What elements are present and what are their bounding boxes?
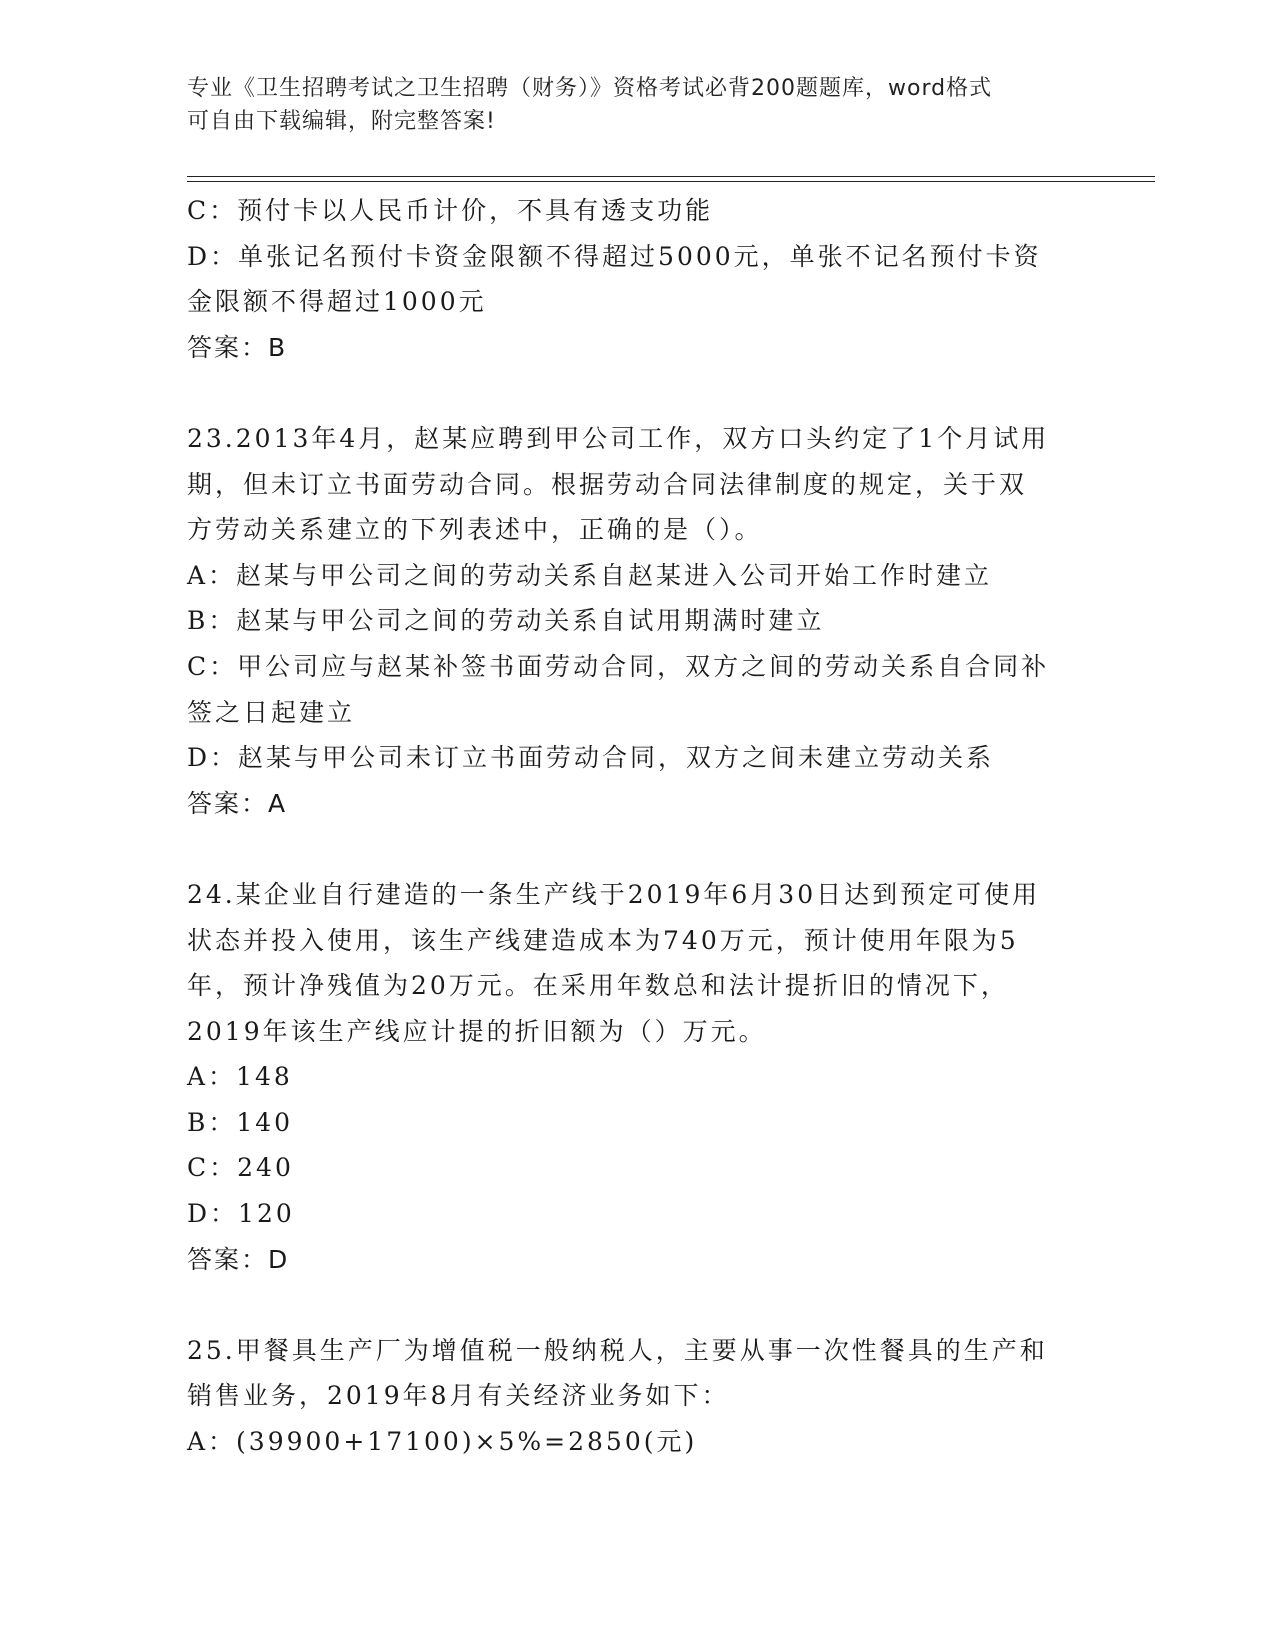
header-line-2: 可自由下载编辑，附完整答案! [187, 109, 496, 134]
question-stem-continued: 期，但未订立书面劳动合同。根据劳动合同法律制度的规定，关于双 [187, 469, 1028, 499]
answer-line: 答案：A [187, 788, 288, 818]
option-c: C：甲公司应与赵某补签书面劳动合同，双方之间的劳动关系自合同补 [187, 651, 1050, 681]
question-stem-continued: 销售业务，2019年8月有关经济业务如下： [187, 1381, 730, 1411]
option-c: C：预付卡以人民币计价，不具有透支功能 [187, 196, 714, 225]
question-stem: 25.甲餐具生产厂为增值税一般纳税人，主要从事一次性餐具的生产和 [187, 1335, 1048, 1365]
header-line-1: 专业《卫生招聘考试之卫生招聘（财务）》资格考试必背200题题库，word格式 [187, 76, 993, 101]
option-a: A：赵某与甲公司之间的劳动关系自赵某进入公司开始工作时建立 [187, 560, 993, 590]
question-25 [187, 1328, 1087, 1465]
option-d: D：120 [187, 1199, 295, 1229]
option-c: C：240 [187, 1153, 294, 1183]
answer-line: 答案：B [187, 332, 288, 362]
question-stem-continued: 2019年该生产线应计提的折旧额为（）万元。 [187, 1016, 767, 1046]
option-b: B：赵某与甲公司之间的劳动关系自试用期满时建立 [187, 606, 825, 636]
question-22 [187, 188, 1087, 370]
option-c-continued: 签之日起建立 [187, 697, 356, 727]
option-d: D：单张记名预付卡资金限额不得超过5000元，单张不记名预付卡资 [187, 241, 1042, 271]
header-divider-top [187, 176, 1155, 177]
header-divider-bottom [187, 181, 1155, 182]
spacer [187, 370, 1087, 416]
option-d: D：赵某与甲公司未订立书面劳动合同，双方之间未建立劳动关系 [187, 743, 995, 773]
question-content [187, 188, 1087, 1465]
spacer [187, 1282, 1087, 1328]
question-stem-continued: 年，预计净残值为20万元。在采用年数总和法计提折旧的情况下， [187, 971, 1009, 1001]
option-a: A：148 [187, 1062, 293, 1092]
question-24 [187, 872, 1087, 1282]
spacer [187, 826, 1087, 872]
question-stem: 24.某企业自行建造的一条生产线于2019年6月30日达到预定可使用 [187, 879, 1041, 909]
option-b: B：140 [187, 1107, 294, 1137]
option-d-continued: 金限额不得超过1000元 [187, 287, 487, 317]
question-23 [187, 416, 1087, 826]
question-stem-continued: 方劳动关系建立的下列表述中，正确的是（）。 [187, 515, 763, 545]
document-header [187, 72, 1067, 138]
question-stem: 23.2013年4月，赵某应聘到甲公司工作，双方口头约定了1个月试用 [187, 423, 1050, 453]
question-stem-continued: 状态并投入使用，该生产线建造成本为740万元，预计使用年限为5 [187, 925, 1019, 955]
option-a: A：(39900+17100)×5%=2850(元) [187, 1427, 698, 1457]
answer-line: 答案：D [187, 1244, 290, 1274]
